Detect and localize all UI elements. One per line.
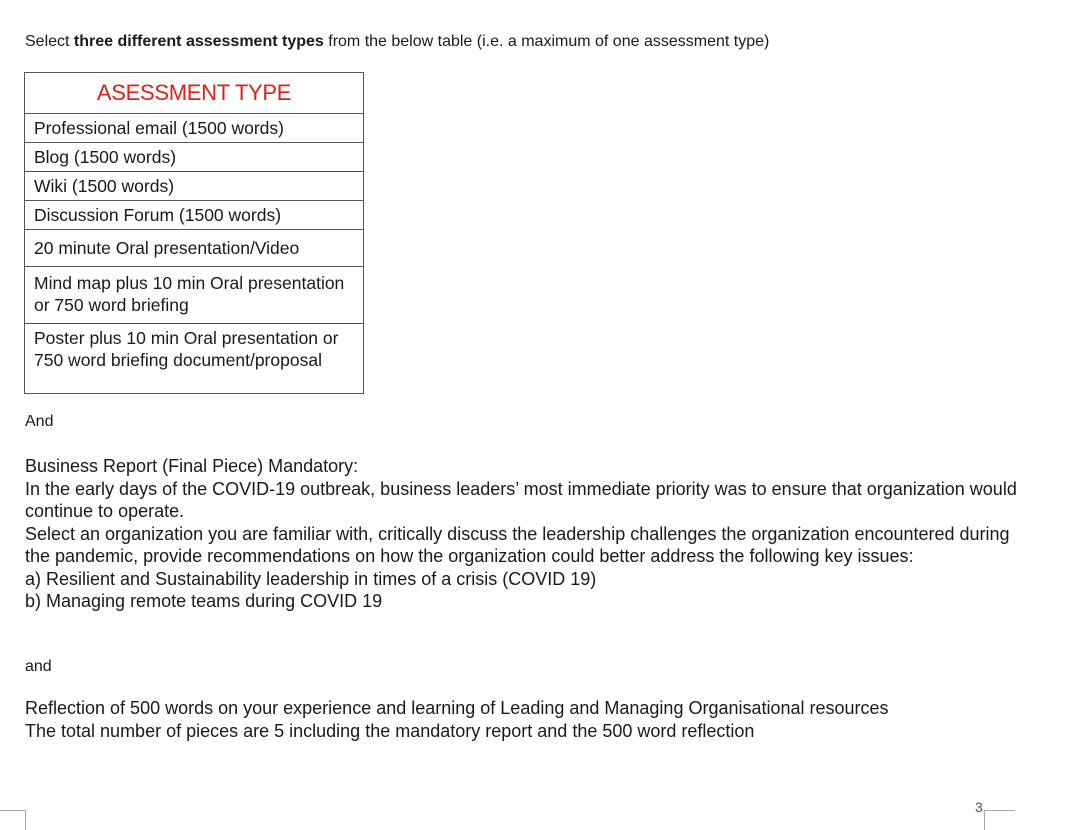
table-header: ASESSMENT TYPE [25,73,364,114]
total-pieces-line: The total number of pieces are 5 including the mandatory report and the 500 word reflection [25,720,755,741]
page-corner-mark-left [0,810,26,830]
table-row: Professional email (1500 words) [25,114,364,143]
page-number: 3 [975,799,983,815]
report-issue-b: b) Managing remote teams during COVID 19 [25,591,383,611]
report-issue-a: a) Resilient and Sustainability leadership in times of a crisis (COVID 19) [25,568,597,589]
reflection-line [25,697,1025,720]
table-row: Wiki (1500 words) [25,172,364,201]
report-paragraph-2: Select an organization you are familiar with, critically discuss the leadership challenges the organization encountered during the pandemic, provide recommendations on how the organization could better address the following key issues: [25,523,1010,566]
table-row: Discussion Forum (1500 words) [25,201,364,230]
report-title-rest: (Final Piece) Mandatory: [157,456,359,476]
report-paragraph-1: In the early days of the COVID-19 outbreak, business leaders’ most immediate priority was to ensure that organization would continue to operate. [25,478,1017,521]
and-connector: And [25,413,54,430]
business-report-section [25,455,1025,613]
intro-instruction [25,32,769,52]
intro-bold: three different assessment types [73,33,324,50]
intro-suffix: from the below table (i.e. a maximum of one assessment type) [323,33,770,50]
report-title-bold: Business Report [25,456,158,476]
table-row: Blog (1500 words) [25,143,364,172]
intro-prefix: Select [25,33,74,50]
and-connector-2: and [25,658,52,675]
table-row: Mind map plus 10 min Oral presentation or 750 word briefing [25,267,364,324]
reflection-bold: Reflection [25,698,106,718]
reflection-section [25,697,1025,742]
assessment-type-table [24,72,364,394]
table-row: 20 minute Oral presentation/Video [25,230,364,267]
table-row: Poster plus 10 min Oral presentation or 750 word briefing document/proposal [25,324,364,394]
reflection-rest: of 500 words on your experience and learning of Leading and Managing Organisational resources [105,698,889,718]
page-corner-mark-right [984,810,1015,830]
report-title [25,455,1025,478]
